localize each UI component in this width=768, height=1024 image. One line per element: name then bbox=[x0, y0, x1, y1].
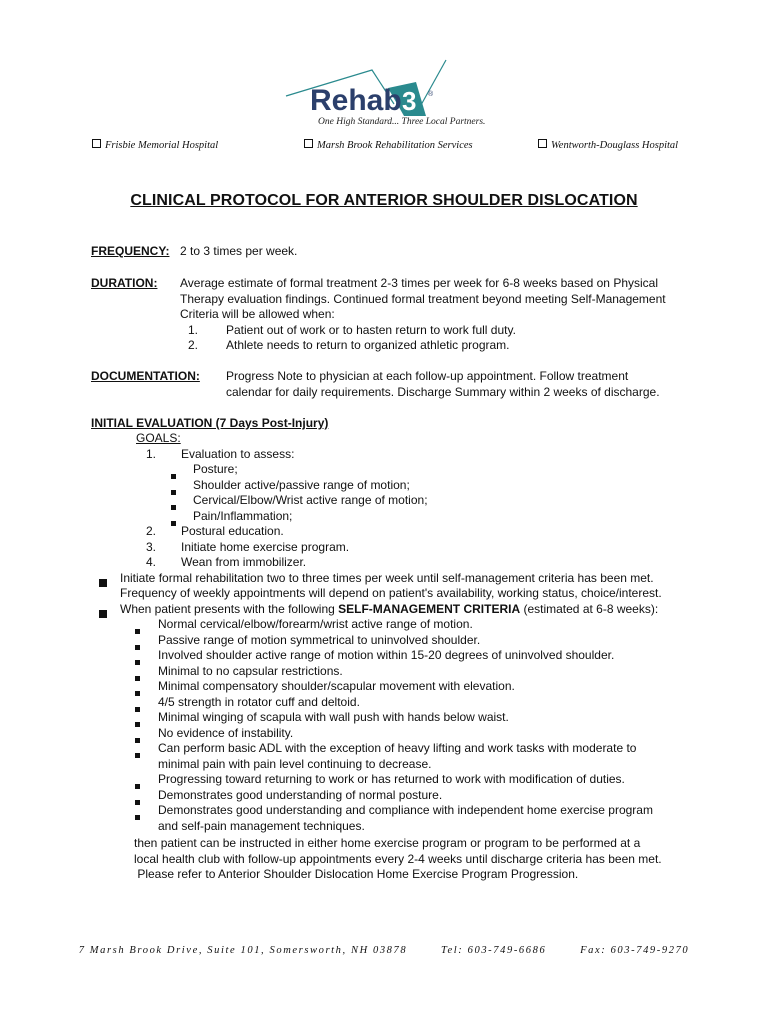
logo-word: Rehab bbox=[310, 84, 402, 117]
logo-number: 3 bbox=[402, 86, 417, 116]
criteria-item-cont: minimal pain with pain level continuing to decrease. bbox=[158, 756, 432, 771]
document-title: CLINICAL PROTOCOL FOR ANTERIOR SHOULDER DISLOCATION bbox=[130, 192, 638, 209]
initial-evaluation-heading: INITIAL EVALUATION (7 Days Post-Injury) bbox=[91, 416, 329, 430]
bullet-icon bbox=[171, 521, 176, 526]
hospital-label: Wentworth-Douglass Hospital bbox=[551, 140, 679, 151]
criteria-intro-pre: When patient presents with the following bbox=[120, 601, 339, 616]
square-bullet-icon bbox=[99, 610, 107, 618]
criteria-item: Demonstrates good understanding of normal posture. bbox=[158, 787, 443, 802]
checkbox-icon bbox=[304, 139, 313, 148]
bullet-icon bbox=[135, 815, 140, 820]
criteria-item: Progressing toward returning to work or has returned to work with modification of duties. bbox=[158, 772, 625, 786]
bullet-icon bbox=[171, 505, 176, 510]
criteria-item: Demonstrates good understanding and compliance with independent home exercise program bbox=[158, 803, 653, 817]
hospital-marsh-brook bbox=[304, 139, 473, 151]
documentation-label: DOCUMENTATION: bbox=[91, 369, 200, 383]
goal-text: Initiate home exercise program. bbox=[181, 539, 350, 554]
duration-line: Therapy evaluation findings. Continued formal treatment beyond meeting Self-Management bbox=[180, 291, 666, 306]
criteria-item: Passive range of motion symmetrical to uninvolved shoulder. bbox=[158, 632, 481, 647]
goal-text: Evaluation to assess: bbox=[181, 446, 295, 461]
goals-label: GOALS: bbox=[136, 431, 181, 445]
goal-num: 2. bbox=[146, 524, 157, 538]
hospital-frisbie bbox=[92, 139, 218, 151]
bullet-icon bbox=[135, 691, 140, 696]
checkbox-icon bbox=[92, 139, 101, 148]
duration-item-text: Patient out of work or to hasten return to work full duty. bbox=[226, 322, 516, 337]
criteria-item: Normal cervical/elbow/forearm/wrist active range of motion. bbox=[158, 617, 473, 631]
assess-item: Posture; bbox=[193, 462, 238, 476]
bullet-icon bbox=[135, 738, 140, 743]
criteria-intro bbox=[120, 602, 658, 618]
criteria-intro-post: (estimated at 6-8 weeks): bbox=[520, 601, 659, 616]
criteria-item-cont: and self-pain management techniques. bbox=[158, 818, 365, 833]
bullet-icon bbox=[135, 784, 140, 789]
bullet-icon bbox=[135, 707, 140, 712]
duration-item-text: Athlete needs to return to organized athletic program. bbox=[226, 338, 510, 352]
goal-num: 3. bbox=[146, 539, 157, 554]
assess-item: Pain/Inflammation; bbox=[193, 508, 293, 523]
criteria-item: No evidence of instability. bbox=[158, 725, 294, 740]
bullet-icon bbox=[135, 676, 140, 681]
goal-num: 4. bbox=[146, 555, 157, 569]
hospital-label: Frisbie Memorial Hospital bbox=[105, 140, 219, 151]
footer-tel: Tel: 603-749-6686 bbox=[441, 945, 547, 956]
bullet-icon bbox=[135, 629, 140, 634]
rehab-bullet-line: Frequency of weekly appointments will depend on patient's availability, working status, choice/interest. bbox=[120, 586, 662, 600]
bullet-icon bbox=[135, 800, 140, 805]
duration-line: Average estimate of formal treatment 2-3 times per week for 6-8 weeks based on Physical bbox=[180, 276, 659, 290]
criteria-item: 4/5 strength in rotator cuff and deltoid. bbox=[158, 694, 360, 709]
frequency-label: FREQUENCY: bbox=[91, 244, 170, 258]
footer-fax: Fax: 603-749-9270 bbox=[580, 945, 690, 956]
footer-address: 7 Marsh Brook Drive, Suite 101, Somersworth, NH 03878 bbox=[78, 945, 408, 956]
closing-line: local health club with follow-up appointments every 2-4 weeks until discharge criteria has been met. bbox=[134, 851, 662, 866]
documentation-line: Progress Note to physician at each follow-up appointment. Follow treatment bbox=[226, 369, 629, 383]
closing-line: then patient can be instructed in either home exercise program or program to be performed at a bbox=[134, 836, 641, 850]
rehab-bullet-line: Initiate formal rehabilitation two to three times per week until self-management criteria has been met. bbox=[120, 570, 654, 585]
assess-item: Shoulder active/passive range of motion; bbox=[193, 477, 410, 492]
duration-item-num: 1. bbox=[188, 322, 199, 337]
duration-label: DURATION: bbox=[91, 276, 158, 290]
goal-num: 1. bbox=[146, 446, 157, 461]
closing-line: Please refer to Anterior Shoulder Dislocation Home Exercise Program Progression. bbox=[134, 867, 579, 881]
bullet-icon bbox=[135, 753, 140, 758]
criteria-intro-bold: SELF-MANAGEMENT CRITERIA bbox=[338, 601, 521, 616]
duration-item-num: 2. bbox=[188, 338, 199, 352]
goal-text: Wean from immobilizer. bbox=[181, 555, 307, 569]
checkbox-icon bbox=[538, 139, 547, 148]
logo-registered: ® bbox=[428, 91, 434, 98]
bullet-icon bbox=[135, 645, 140, 650]
logo-tagline: One High Standard... Three Local Partners. bbox=[318, 117, 486, 127]
documentation-line: calendar for daily requirements. Discharge Summary within 2 weeks of discharge. bbox=[226, 384, 660, 399]
frequency-text: 2 to 3 times per week. bbox=[180, 244, 298, 258]
criteria-item: Minimal compensatory shoulder/scapular movement with elevation. bbox=[158, 679, 515, 693]
duration-line: Criteria will be allowed when: bbox=[180, 307, 335, 321]
goal-text: Postural education. bbox=[181, 524, 284, 538]
square-bullet-icon bbox=[99, 579, 107, 587]
footer-contact bbox=[0, 945, 768, 956]
bullet-icon bbox=[135, 660, 140, 665]
bullet-icon bbox=[135, 722, 140, 727]
hospital-label: Marsh Brook Rehabilitation Services bbox=[317, 140, 473, 151]
criteria-item: Minimal to no capsular restrictions. bbox=[158, 663, 343, 678]
bullet-icon bbox=[171, 490, 176, 495]
criteria-item: Involved shoulder active range of motion within 15-20 degrees of uninvolved shoulder. bbox=[158, 648, 615, 662]
criteria-item: Minimal winging of scapula with wall push with hands below waist. bbox=[158, 710, 509, 724]
hospital-wentworth bbox=[538, 139, 678, 151]
bullet-icon bbox=[171, 474, 176, 479]
criteria-item: Can perform basic ADL with the exception of heavy lifting and work tasks with moderate to bbox=[158, 741, 637, 755]
assess-item: Cervical/Elbow/Wrist active range of motion; bbox=[193, 493, 428, 507]
